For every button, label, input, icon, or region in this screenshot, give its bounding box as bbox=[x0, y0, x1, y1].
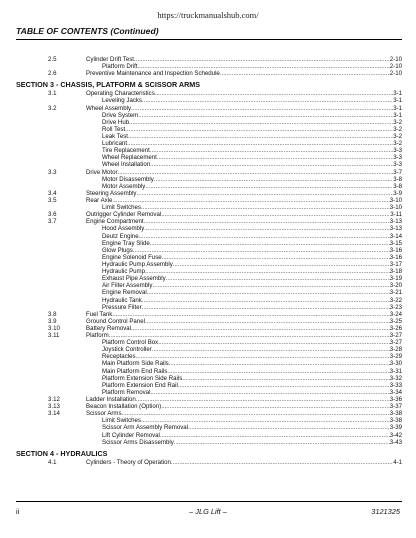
dot-leader bbox=[109, 332, 390, 339]
entry-title: Drive System bbox=[102, 111, 139, 119]
entry-page: 3-10 bbox=[389, 204, 402, 212]
entry-title: Platform Drift bbox=[102, 63, 138, 71]
dot-leader bbox=[182, 375, 390, 382]
entry-title: Deutz Engine bbox=[102, 232, 139, 240]
toc-subentry[interactable] bbox=[16, 275, 402, 282]
entry-title: Joystick Controller bbox=[102, 346, 152, 354]
entry-number: 3.7 bbox=[48, 218, 57, 226]
dot-leader bbox=[174, 439, 390, 446]
toc-subentry[interactable] bbox=[16, 297, 402, 304]
entry-title: Engine Compartment bbox=[86, 218, 144, 226]
entry-title: Lift Cylinder Removal bbox=[102, 431, 160, 439]
entry-page: 3-27 bbox=[389, 339, 402, 347]
entry-title: Drive Hub bbox=[102, 118, 130, 126]
entry-page: 3-38 bbox=[389, 417, 402, 425]
toc-subentry[interactable] bbox=[16, 233, 402, 240]
entry-page: 3-1 bbox=[393, 97, 402, 105]
toc-subentry[interactable] bbox=[16, 140, 402, 147]
dot-leader bbox=[134, 56, 390, 63]
entry-title: Motor Assembly bbox=[102, 182, 146, 190]
footer-doc-number: 3121325 bbox=[371, 507, 400, 516]
header-rule bbox=[16, 39, 402, 40]
entry-page: 3-3 bbox=[393, 147, 402, 155]
dot-leader bbox=[188, 424, 390, 431]
entry-page: 3-42 bbox=[389, 431, 402, 439]
entry-title: Wheel Assembly bbox=[86, 104, 132, 112]
entry-number: 3.2 bbox=[48, 104, 57, 112]
dot-leader bbox=[118, 169, 394, 176]
dot-leader bbox=[154, 176, 393, 183]
entry-title: Cylinder Drift Test bbox=[86, 56, 134, 63]
toc-subentry[interactable] bbox=[16, 225, 402, 232]
entry-title: Platform Removal bbox=[102, 388, 151, 396]
toc-entry[interactable] bbox=[16, 90, 402, 97]
toc-subentry[interactable] bbox=[16, 375, 402, 382]
dot-leader bbox=[162, 254, 390, 261]
entry-title: Scissor Arms Disassembly bbox=[102, 438, 174, 446]
dot-leader bbox=[152, 346, 390, 353]
toc-subentry[interactable] bbox=[16, 424, 402, 431]
entry-title: Hydraulic Pump Assembly bbox=[102, 260, 173, 268]
toc-subentry[interactable] bbox=[16, 261, 402, 268]
entry-page: 3-8 bbox=[393, 182, 402, 190]
entry-page: 2-10 bbox=[389, 63, 402, 71]
dot-leader bbox=[144, 225, 389, 232]
dot-leader bbox=[173, 261, 390, 268]
toc-subentry[interactable] bbox=[16, 417, 402, 424]
toc-subentry[interactable] bbox=[16, 339, 402, 346]
entry-number: 3.1 bbox=[48, 90, 57, 98]
entry-page: 3-24 bbox=[389, 310, 402, 318]
entry-title: Platform bbox=[86, 332, 109, 340]
entry-title: Exhaust Pipe Assembly bbox=[102, 275, 166, 283]
dot-leader bbox=[136, 190, 393, 197]
entry-title: Engine Removal bbox=[102, 289, 147, 297]
dot-leader bbox=[136, 353, 390, 360]
toc-entry[interactable] bbox=[16, 169, 402, 176]
entry-page: 3-38 bbox=[389, 410, 402, 418]
entry-page: 2-10 bbox=[389, 70, 402, 78]
entry-title: Air Filter Assembly bbox=[102, 282, 153, 290]
entry-title: Operating Characteristics bbox=[86, 90, 155, 98]
entry-title: Scissor Arm Assembly Removal bbox=[102, 424, 189, 432]
entry-page: 3-23 bbox=[389, 303, 402, 311]
dot-leader bbox=[147, 289, 390, 296]
toc-entry[interactable] bbox=[16, 396, 402, 403]
entry-page: 3-19 bbox=[389, 275, 402, 283]
entry-page: 3-2 bbox=[393, 132, 402, 140]
section-title: SECTION 3 - CHASSIS, PLATFORM & SCISSOR ARMS bbox=[16, 80, 201, 90]
toc-entry[interactable] bbox=[16, 197, 402, 204]
entry-page: 3-13 bbox=[389, 225, 402, 233]
dot-leader bbox=[122, 410, 390, 417]
dot-leader bbox=[145, 318, 390, 325]
entry-page: 3-30 bbox=[389, 360, 402, 368]
source-url[interactable]: https://truckmanualshub.com/ bbox=[157, 10, 259, 20]
entry-title: Motor Disassembly bbox=[102, 175, 154, 183]
entry-title: Main Platform End Rails bbox=[102, 367, 168, 375]
toc-subentry[interactable] bbox=[16, 368, 402, 375]
dot-leader bbox=[127, 140, 393, 147]
dot-leader bbox=[220, 70, 390, 77]
entry-title: Wheel Replacement bbox=[102, 154, 157, 162]
entry-page: 3-25 bbox=[389, 317, 402, 325]
dot-leader bbox=[138, 112, 393, 119]
dot-leader bbox=[150, 389, 389, 396]
footer-page-number: ii bbox=[16, 507, 20, 516]
entry-page: 3-8 bbox=[393, 175, 402, 183]
entry-title: Battery Removal bbox=[86, 324, 132, 332]
dot-leader bbox=[129, 119, 393, 126]
entry-page: 3-1 bbox=[393, 104, 402, 112]
dot-leader bbox=[133, 247, 390, 254]
dot-leader bbox=[166, 275, 390, 282]
entry-page: 3-10 bbox=[389, 196, 402, 204]
entry-title: Cylinders - Theory of Operation bbox=[86, 458, 171, 466]
entry-number: 3.12 bbox=[48, 396, 60, 404]
dot-leader bbox=[161, 403, 390, 410]
dot-leader bbox=[131, 325, 390, 332]
toc-entry[interactable] bbox=[16, 218, 402, 225]
dot-leader bbox=[150, 161, 393, 168]
entry-title: Leveling Jacks bbox=[102, 97, 142, 105]
entry-page: 3-7 bbox=[393, 168, 402, 176]
table-of-contents bbox=[16, 56, 402, 466]
toc-subentry[interactable] bbox=[16, 304, 402, 311]
toc-subentry[interactable] bbox=[16, 154, 402, 161]
toc-entry[interactable] bbox=[16, 105, 402, 112]
toc-subentry[interactable] bbox=[16, 268, 402, 275]
dot-leader bbox=[150, 147, 393, 154]
toc-subentry[interactable] bbox=[16, 183, 402, 190]
entry-title: Hydraulic Pump bbox=[102, 268, 146, 276]
entry-title: Engine Tray Slide bbox=[102, 239, 150, 247]
entry-title: Ground Control Panel bbox=[86, 317, 145, 325]
toc-entry[interactable] bbox=[16, 403, 402, 410]
entry-page: 3-2 bbox=[393, 118, 402, 126]
toc-entry[interactable] bbox=[16, 56, 402, 63]
entry-title: Wheel Installation bbox=[102, 161, 151, 169]
entry-title: Platform Extension Side Rails bbox=[102, 374, 183, 382]
toc-subentry[interactable] bbox=[16, 289, 402, 296]
footer-rule bbox=[16, 501, 402, 502]
entry-page: 3-39 bbox=[389, 424, 402, 432]
toc-subentry[interactable] bbox=[16, 119, 402, 126]
page-header: TABLE OF CONTENTS (Continued) bbox=[16, 26, 159, 36]
dot-leader bbox=[131, 105, 393, 112]
entry-number: 3.3 bbox=[48, 168, 57, 176]
entry-title: Platform Extension End Rail bbox=[102, 381, 178, 389]
entry-page: 3-1 bbox=[393, 111, 402, 119]
entry-title: Roll Test bbox=[102, 125, 126, 133]
entry-page: 3-2 bbox=[393, 140, 402, 148]
entry-page: 3-14 bbox=[389, 232, 402, 240]
entry-page: 3-43 bbox=[389, 438, 402, 446]
entry-page: 3-29 bbox=[389, 353, 402, 361]
entry-page: 3-26 bbox=[389, 324, 402, 332]
entry-page: 3-27 bbox=[389, 332, 402, 340]
section-heading bbox=[16, 446, 402, 459]
toc-entry[interactable] bbox=[16, 311, 402, 318]
entry-number: 3.5 bbox=[48, 196, 57, 204]
entry-number: 3.14 bbox=[48, 410, 60, 418]
dot-leader bbox=[125, 126, 393, 133]
entry-page: 3-17 bbox=[389, 260, 402, 268]
dot-leader bbox=[136, 396, 390, 403]
entry-number: 2.5 bbox=[48, 56, 57, 63]
entry-title: Drive Motor bbox=[86, 168, 118, 176]
entry-title: Glow Plugs bbox=[102, 246, 133, 254]
dot-leader bbox=[139, 233, 390, 240]
entry-number: 3.4 bbox=[48, 189, 57, 197]
toc-subentry[interactable] bbox=[16, 176, 402, 183]
dot-leader bbox=[138, 63, 390, 70]
dot-leader bbox=[142, 97, 393, 104]
dot-leader bbox=[144, 218, 390, 225]
toc-subentry[interactable] bbox=[16, 126, 402, 133]
entry-page: 3-33 bbox=[389, 381, 402, 389]
dot-leader bbox=[178, 382, 390, 389]
entry-page: 3-22 bbox=[389, 296, 402, 304]
entry-title: Beacon Installation (Option) bbox=[86, 403, 162, 411]
entry-page: 3-28 bbox=[389, 346, 402, 354]
entry-title: Tire Replacement bbox=[102, 147, 150, 155]
dot-leader bbox=[141, 417, 390, 424]
entry-number: 3.11 bbox=[48, 332, 60, 340]
toc-subentry[interactable] bbox=[16, 204, 402, 211]
dot-leader bbox=[142, 304, 390, 311]
entry-page: 3-37 bbox=[389, 403, 402, 411]
dot-leader bbox=[145, 183, 393, 190]
entry-page: 3-16 bbox=[389, 246, 402, 254]
entry-page: 3-20 bbox=[389, 282, 402, 290]
entry-number: 2.6 bbox=[48, 70, 57, 78]
dot-leader bbox=[142, 297, 390, 304]
entry-page: 3-2 bbox=[393, 125, 402, 133]
dot-leader bbox=[155, 90, 393, 97]
entry-page: 3-3 bbox=[393, 161, 402, 169]
toc-subentry[interactable] bbox=[16, 439, 402, 446]
entry-title: Ladder Installation bbox=[86, 396, 136, 404]
toc-subentry[interactable] bbox=[16, 389, 402, 396]
toc-entry[interactable] bbox=[16, 459, 402, 466]
toc-subentry[interactable] bbox=[16, 353, 402, 360]
entry-title: Hydraulic Tank bbox=[102, 296, 142, 304]
entry-page: 3-32 bbox=[389, 374, 402, 382]
dot-leader bbox=[157, 154, 393, 161]
entry-number: 4.1 bbox=[48, 458, 57, 466]
entry-title: Pressure Filter bbox=[102, 303, 142, 311]
entry-title: Limit Switches bbox=[102, 417, 141, 425]
entry-page: 3-31 bbox=[389, 367, 402, 375]
entry-title: Preventive Maintenance and Inspection Schedule bbox=[86, 70, 220, 78]
dot-leader bbox=[169, 360, 390, 367]
entry-page: 3-34 bbox=[389, 388, 402, 396]
entry-page: 3-13 bbox=[389, 218, 402, 226]
toc-subentry[interactable] bbox=[16, 247, 402, 254]
entry-title: Outrigger Cylinder Removal bbox=[86, 211, 162, 219]
section-heading bbox=[16, 77, 402, 90]
entry-title: Engine Solenoid Fuse bbox=[102, 253, 162, 261]
toc-entry[interactable] bbox=[16, 190, 402, 197]
toc-entry[interactable] bbox=[16, 318, 402, 325]
toc-entry[interactable] bbox=[16, 332, 402, 339]
toc-subentry[interactable] bbox=[16, 346, 402, 353]
entry-page: 2-10 bbox=[389, 56, 402, 63]
toc-entry[interactable] bbox=[16, 410, 402, 417]
toc-subentry[interactable] bbox=[16, 161, 402, 168]
entry-title: Main Platform Side Rails bbox=[102, 360, 169, 368]
toc-subentry[interactable] bbox=[16, 240, 402, 247]
section-title: SECTION 4 - HYDRAULICS bbox=[16, 448, 108, 458]
toc-subentry[interactable] bbox=[16, 147, 402, 154]
dot-leader bbox=[167, 368, 389, 375]
dot-leader bbox=[141, 204, 390, 211]
entry-title: Scissor Arms bbox=[86, 410, 122, 418]
toc-entry[interactable] bbox=[16, 70, 402, 77]
dot-leader bbox=[112, 311, 389, 318]
entry-page: 3-3 bbox=[393, 154, 402, 162]
entry-page: 3-1 bbox=[393, 90, 402, 98]
toc-subentry[interactable] bbox=[16, 360, 402, 367]
entry-title: Platform Control Box bbox=[102, 339, 159, 347]
entry-page: 3-21 bbox=[389, 289, 402, 297]
entry-title: Limit Switches bbox=[102, 204, 141, 212]
entry-number: 3.10 bbox=[48, 324, 60, 332]
toc-subentry[interactable] bbox=[16, 112, 402, 119]
dot-leader bbox=[160, 432, 390, 439]
entry-title: Leak Test bbox=[102, 132, 128, 140]
entry-page: 3-11 bbox=[390, 211, 402, 219]
footer-company: – JLG Lift – bbox=[189, 507, 227, 516]
toc-subentry[interactable] bbox=[16, 63, 402, 70]
entry-page: 4-1 bbox=[393, 458, 402, 466]
entry-title: Receptacles bbox=[102, 353, 136, 361]
entry-title: Hood Assembly bbox=[102, 225, 145, 233]
entry-number: 3.9 bbox=[48, 317, 57, 325]
dot-leader bbox=[112, 197, 389, 204]
dot-leader bbox=[145, 268, 390, 275]
entry-number: 3.8 bbox=[48, 310, 57, 318]
entry-number: 3.13 bbox=[48, 403, 60, 411]
dot-leader bbox=[171, 459, 393, 466]
entry-title: Fuel Tank bbox=[86, 310, 113, 318]
entry-page: 3-18 bbox=[389, 268, 402, 276]
entry-page: 3-16 bbox=[389, 253, 402, 261]
entry-page: 3-15 bbox=[389, 239, 402, 247]
dot-leader bbox=[158, 339, 390, 346]
entry-page: 3-36 bbox=[389, 396, 402, 404]
dot-leader bbox=[161, 211, 390, 218]
toc-subentry[interactable] bbox=[16, 97, 402, 104]
toc-subentry[interactable] bbox=[16, 133, 402, 140]
entry-title: Steering Assembly bbox=[86, 189, 137, 197]
toc-entry[interactable] bbox=[16, 211, 402, 218]
entry-page: 3-9 bbox=[393, 189, 402, 197]
dot-leader bbox=[152, 282, 389, 289]
entry-number: 3.6 bbox=[48, 211, 57, 219]
toc-subentry[interactable] bbox=[16, 254, 402, 261]
toc-subentry[interactable] bbox=[16, 382, 402, 389]
toc-subentry[interactable] bbox=[16, 432, 402, 439]
toc-subentry[interactable] bbox=[16, 282, 402, 289]
entry-title: Rear Axle bbox=[86, 196, 113, 204]
entry-title: Lubricant bbox=[102, 140, 128, 148]
dot-leader bbox=[128, 133, 393, 140]
dot-leader bbox=[150, 240, 390, 247]
toc-entry[interactable] bbox=[16, 325, 402, 332]
